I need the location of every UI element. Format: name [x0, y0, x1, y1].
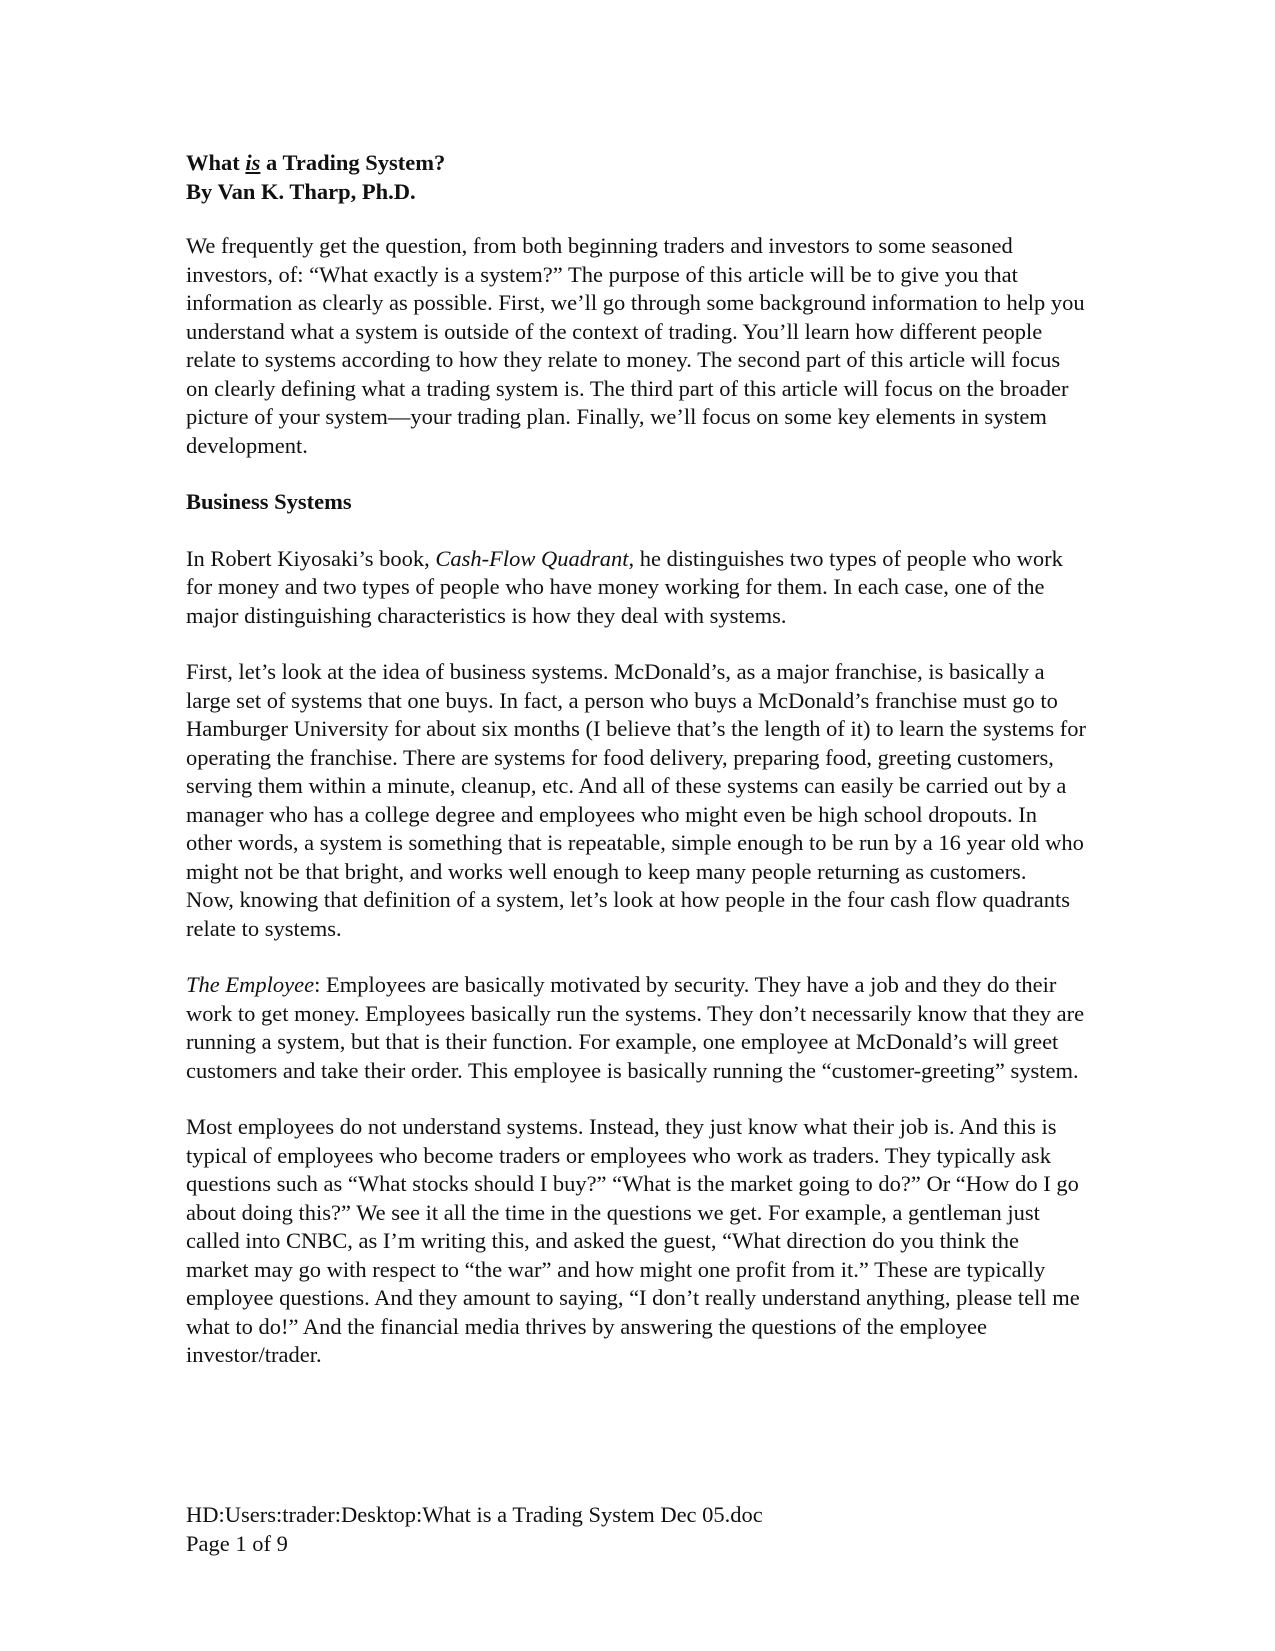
mcdonalds-paragraph: First, let’s look at the idea of business systems. McDonald’s, as a major franchise, is basically a large set of systems that one buys. In fact, a person who buys a McDonald’s franchise must go to Hamburger University for about six months (I believe that’s the length of it) to learn the systems for operating the franchise. There are systems for food delivery, preparing food, greeting customers, serving them within a minute, cleanup, etc. And all of these systems can easily be carried out by a manager who has a college degree and employees who might even be high school dropouts. In other words, a system is something that is repeatable, simple enough to be run by a 16 year old who might not be that bright, and works well enough to keep many people returning as customers.: [186, 659, 1087, 884]
employee-paragraph: [186, 971, 1086, 1085]
document-author: By Van K. Tharp, Ph.D.: [186, 179, 416, 204]
title-emphasis: is: [245, 150, 261, 175]
kiyosaki-paragraph: [186, 545, 1086, 631]
title-text-end: a Trading System?: [260, 150, 446, 175]
document-body: [186, 148, 1086, 1398]
book-title: Cash-Flow Quadrant: [435, 545, 629, 571]
kiyosaki-text-end: , he distinguishes two types of people who work for money and two types of people who have money working for them. In each case, one of the major distinguishing characteristics is how they deal with systems.: [186, 545, 1063, 628]
footer-page-number: Page 1 of 9: [186, 1531, 288, 1556]
employee-text: : Employees are basically motivated by security. They have a job and they do their work to get money. Employees basically run the systems. They don’t necessarily know that they are running a system, but that is their function. For example, one employee at McDonald’s will greet customers and take their order. This employee is basically running the “customer-greeting” system.: [186, 972, 1085, 1083]
page-footer: [186, 1500, 763, 1558]
kiyosaki-text-start: In Robert Kiyosaki’s book,: [186, 545, 436, 571]
title-block: [186, 148, 1086, 206]
employees-traders-paragraph: Most employees do not understand systems. Instead, they just know what their job is. And this is typical of employees who become traders or employees who work as traders. They typically ask questions such as “What stocks should I buy?” “What is the market going to do?” Or “How do I go about doing this?” We see it all the time in the questions we get. For example, a gentleman just called into CNBC, as I’m writing this, and asked the guest, “What direction do you think the market may go with respect to “the war” and how might one profit from it.” These are typically employee questions. And they amount to saying, “I don’t really understand anything, please tell me what to do!” And the financial media thrives by answering the questions of the employee investor/trader.: [186, 1114, 1080, 1367]
intro-paragraph: We frequently get the question, from both beginning traders and investors to some seasoned investors, of: “What exactly is a system?” The purpose of this article will be to give you that information as clearly as possible. First, we’ll go through some background information to help you understand what a system is outside of the context of trading. You’ll learn how different people relate to systems according to how they relate to money. The second part of this article will focus on clearly defining what a trading system is. The third part of this article will focus on the broader picture of your system—your trading plan. Finally, we’ll focus on some key elements in system development.: [186, 233, 1085, 458]
quadrants-paragraph: Now, knowing that definition of a system, let’s look at how people in the four cash flow quadrants relate to systems.: [186, 887, 1070, 941]
title-text-start: What: [186, 150, 246, 175]
employee-label: The Employee: [186, 972, 315, 997]
section-heading: Business Systems: [186, 489, 352, 514]
document-title: [186, 148, 1086, 177]
footer-file-path: HD:Users:trader:Desktop:What is a Trading System Dec 05.doc: [186, 1502, 763, 1527]
